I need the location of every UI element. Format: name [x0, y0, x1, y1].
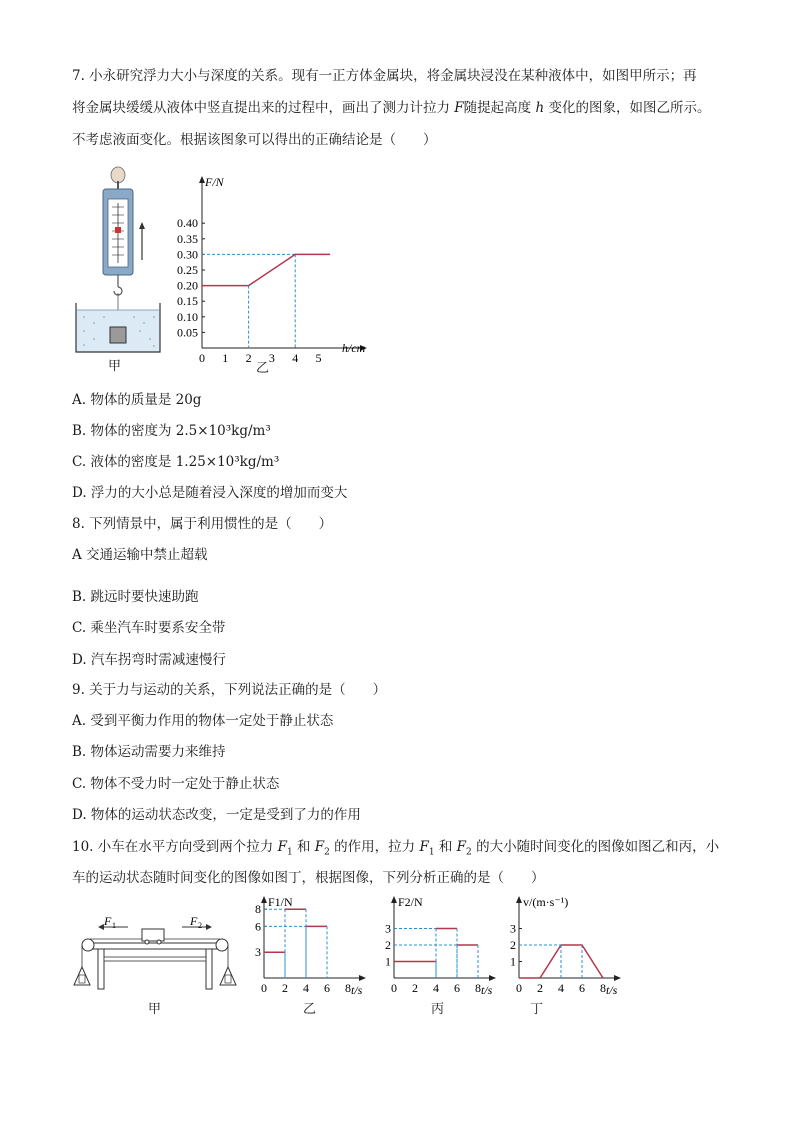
q7-stem-line-3: 不考虑液面变化。根据该图象可以得出的正确结论是（ ）	[72, 132, 437, 148]
y-tick-label: 0.40	[177, 216, 198, 231]
q9-option-c[interactable]: C. 物体不受力时一定处于静止状态	[72, 776, 280, 792]
q7-figure-a	[70, 165, 170, 375]
q10-caption-c: 丙	[431, 1002, 445, 1017]
y-tick-label: 3	[255, 945, 261, 960]
q7-figure-a-caption: 甲	[108, 359, 122, 374]
q9-option-b[interactable]: B. 物体运动需要力来维持	[72, 744, 226, 760]
q8-option-b[interactable]: B. 跳远时要快速助跑	[72, 589, 199, 605]
y-axis-label: F2/N	[398, 895, 423, 909]
x-axis-arrow	[359, 975, 366, 981]
y-tick-label: 0.25	[177, 263, 198, 277]
x-tick-label: 0	[199, 351, 205, 365]
x-axis-arrow	[489, 975, 496, 981]
y-tick-label: 3	[385, 921, 391, 936]
y-tick-label: 3	[510, 921, 516, 936]
x-tick-label: 5	[315, 351, 322, 365]
y-axis-arrow	[516, 896, 522, 903]
x-tick-label: 8	[600, 981, 606, 995]
x-axis-arrow	[614, 975, 621, 981]
x-axis-label: h/cm	[342, 341, 366, 355]
y-tick-label: 0.05	[177, 325, 198, 340]
x-tick-label: 3	[268, 351, 275, 365]
y-tick-label: 6	[255, 919, 261, 934]
q7-stem-line-1: 7. 小永研究浮力大小与深度的关系。现有一正方体金属块，将金属块浸没在某种液体中，如图甲所示；再	[72, 68, 697, 84]
x-tick-label: 0	[391, 981, 397, 995]
q7-option-a[interactable]: A. 物体的质量是 20g	[72, 392, 202, 408]
svg-text:2: 2	[198, 921, 202, 930]
y-axis-label: F1/N	[268, 895, 293, 909]
x-tick-label: 4	[558, 981, 564, 995]
svg-text:F: F	[190, 914, 198, 928]
x-tick-label: 4	[433, 981, 439, 995]
q10-graph-v	[505, 890, 635, 1000]
x-tick-label: 6	[579, 981, 585, 995]
x-axis-label: t/s	[606, 983, 618, 997]
q10-graph-f1	[250, 890, 380, 1000]
x-tick-label: 2	[282, 981, 288, 995]
q7-option-d[interactable]: D. 浮力的大小总是随着浸入深度的增加而变大	[72, 485, 348, 501]
q9-option-a[interactable]: A. 受到平衡力作用的物体一定处于静止状态	[72, 713, 334, 729]
q9-stem: 9. 关于力与运动的关系，下列说法正确的是（ ）	[72, 682, 387, 698]
x-tick-label: 4	[303, 981, 309, 995]
q10-graph-f2	[380, 890, 510, 1000]
y-tick-label: 1	[510, 954, 516, 969]
svg-text:F: F	[104, 914, 112, 928]
x-tick-label: 6	[454, 981, 460, 995]
y-tick-label: 0.20	[177, 278, 198, 293]
y-tick-label: 8	[255, 902, 261, 917]
x-tick-label: 2	[412, 981, 418, 995]
x-tick-label: 6	[324, 981, 330, 995]
y-axis-label: F/N	[205, 175, 224, 189]
q9-option-d[interactable]: D. 物体的运动状态改变，一定是受到了力的作用	[72, 807, 361, 823]
q7-graph-b	[168, 170, 378, 365]
x-axis-label: t/s	[481, 983, 493, 997]
q10-figure-a	[70, 905, 245, 1000]
y-tick-label: 2	[385, 938, 391, 952]
y-axis-arrow	[261, 896, 267, 903]
series-line	[202, 254, 330, 285]
q7-option-b[interactable]: B. 物体的密度为 2.5×10³kg/m³	[72, 423, 271, 439]
x-tick-label: 0	[261, 981, 267, 995]
q8-stem: 8. 下列情景中，属于利用惯性的是（ ）	[72, 516, 333, 532]
q7-stem-line-2: 将金属块缓缓从液体中竖直提出来的过程中，画出了测力计拉力 F随提起高度 h 变化的图象，如图乙所示。	[72, 100, 711, 116]
y-axis-label: v/(m·s⁻¹)	[523, 895, 569, 909]
q8-option-a[interactable]: A 交通运输中禁止超载	[72, 547, 208, 563]
y-tick-label: 0.30	[177, 247, 198, 262]
y-tick-label: 0.15	[177, 294, 198, 309]
y-tick-label: 0.35	[177, 231, 198, 246]
y-tick-label: 1	[385, 954, 391, 969]
x-tick-label: 2	[245, 351, 252, 365]
q7-option-c[interactable]: C. 液体的密度是 1.25×10³kg/m³	[72, 454, 280, 470]
x-tick-label: 0	[516, 981, 522, 995]
q8-option-c[interactable]: C. 乘坐汽车时要系安全带	[72, 620, 226, 636]
x-tick-label: 8	[345, 981, 351, 995]
q8-option-d[interactable]: D. 汽车拐弯时需减速慢行	[72, 652, 226, 668]
x-tick-label: 1	[222, 351, 229, 365]
q10-caption-a: 甲	[148, 1002, 162, 1017]
y-tick-label: 0.10	[177, 309, 198, 324]
q7-figure-b-caption: 乙	[256, 361, 270, 376]
q10-stem-line-1: 10. 小车在水平方向受到两个拉力 $F_1$ 和 $F_2$ 的作用，拉力 $F_1$ 和 $F_2$ 的大小随时间变化的图像如图乙和丙，小	[72, 839, 720, 858]
y-axis-arrow	[391, 896, 397, 903]
x-tick-label: 2	[537, 981, 543, 995]
q10-caption-d: 丁	[530, 1002, 544, 1017]
svg-text:1: 1	[112, 921, 116, 930]
x-tick-label: 4	[292, 351, 299, 365]
x-tick-label: 8	[475, 981, 481, 995]
x-axis-label: t/s	[351, 983, 363, 997]
q10-stem-line-2: 车的运动状态随时间变化的图像如图丁，根据图像，下列分析正确的是（ ）	[72, 870, 545, 886]
q10-caption-b: 乙	[303, 1002, 317, 1017]
y-tick-label: 2	[510, 938, 516, 952]
